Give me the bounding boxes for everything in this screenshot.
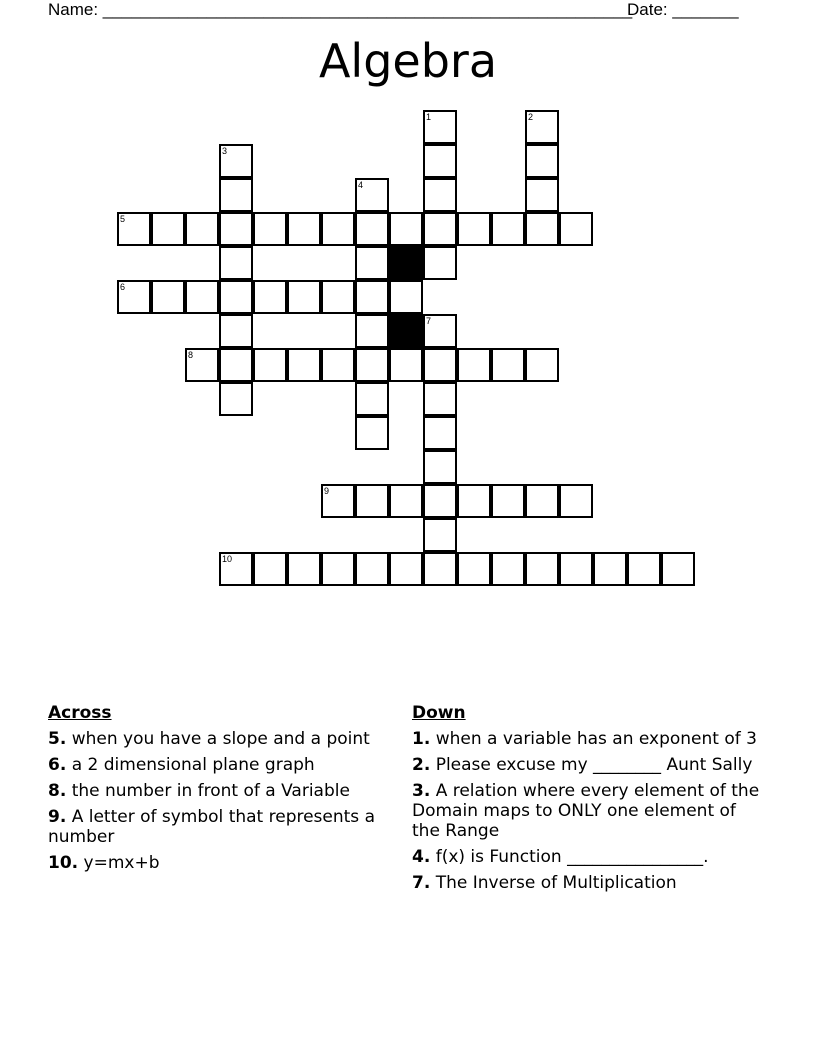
clue-number: 6. <box>48 755 67 775</box>
grid-cell[interactable] <box>355 178 389 212</box>
grid-cell[interactable] <box>321 348 355 382</box>
clue-text: a 2 dimensional plane graph <box>71 755 315 775</box>
grid-cell[interactable] <box>355 484 389 518</box>
grid-cell[interactable] <box>355 552 389 586</box>
clue-number: 9. <box>48 807 67 827</box>
clue-number: 3. <box>412 781 431 801</box>
grid-cell[interactable] <box>253 552 287 586</box>
grid-cell[interactable] <box>491 484 525 518</box>
clue-text: f(x) is Function ________________. <box>435 847 709 867</box>
grid-cell[interactable] <box>525 552 559 586</box>
down-clue <box>412 729 762 749</box>
clue-text: A relation where every element of the Domain maps to ONLY one element of the Range <box>412 781 760 841</box>
grid-cell[interactable] <box>423 450 457 484</box>
grid-cell[interactable] <box>423 552 457 586</box>
grid-cell[interactable] <box>219 382 253 416</box>
grid-cell[interactable] <box>355 246 389 280</box>
grid-cell[interactable] <box>219 212 253 246</box>
grid-cell[interactable] <box>627 552 661 586</box>
grid-cell[interactable] <box>151 212 185 246</box>
grid-cell[interactable] <box>287 280 321 314</box>
grid-cell[interactable] <box>423 382 457 416</box>
down-clue <box>412 847 762 867</box>
clue-number: 1. <box>412 729 431 749</box>
grid-cell[interactable] <box>219 178 253 212</box>
clue-text: when a variable has an exponent of 3 <box>435 729 757 749</box>
grid-cell[interactable] <box>423 246 457 280</box>
grid-cell[interactable] <box>185 212 219 246</box>
clue-number: 6 <box>120 282 126 292</box>
grid-cell[interactable] <box>389 552 423 586</box>
grid-cell[interactable] <box>593 552 627 586</box>
grid-cell[interactable] <box>185 348 219 382</box>
grid-cell[interactable] <box>423 484 457 518</box>
grid-cell[interactable] <box>389 484 423 518</box>
date-field[interactable]: Date: _______ <box>627 0 739 19</box>
clue-number: 9 <box>324 486 330 496</box>
grid-cell[interactable] <box>423 178 457 212</box>
grid-cell[interactable] <box>491 212 525 246</box>
clue-number: 8. <box>48 781 67 801</box>
down-clues <box>412 703 762 893</box>
grid-cell[interactable] <box>423 348 457 382</box>
grid-cell[interactable] <box>423 416 457 450</box>
grid-cell[interactable] <box>219 314 253 348</box>
grid-cell[interactable] <box>321 552 355 586</box>
grid-cell[interactable] <box>355 212 389 246</box>
down-clue <box>412 873 762 893</box>
grid-cell[interactable] <box>117 212 151 246</box>
clue-text: y=mx+b <box>83 853 160 873</box>
across-clue <box>48 781 398 801</box>
grid-cell[interactable] <box>219 144 253 178</box>
down-clue <box>412 755 762 775</box>
across-heading: Across <box>48 703 112 723</box>
grid-cell[interactable] <box>287 552 321 586</box>
clue-text: Please excuse my ________ Aunt Sally <box>435 755 753 775</box>
grid-cell[interactable] <box>355 348 389 382</box>
grid-cell[interactable] <box>661 552 695 586</box>
grid-cell[interactable] <box>457 552 491 586</box>
across-clue <box>48 853 398 873</box>
grid-cell[interactable] <box>525 178 559 212</box>
grid-cell[interactable] <box>423 518 457 552</box>
clue-number: 10 <box>222 554 233 564</box>
grid-cell[interactable] <box>389 348 423 382</box>
grid-cell[interactable] <box>423 110 457 144</box>
grid-cell[interactable] <box>559 212 593 246</box>
grid-cell[interactable] <box>525 110 559 144</box>
clue-text: when you have a slope and a point <box>71 729 370 749</box>
grid-cell[interactable] <box>287 348 321 382</box>
clue-number: 4. <box>412 847 431 867</box>
grid-cell[interactable] <box>457 212 491 246</box>
grid-cell[interactable] <box>151 280 185 314</box>
grid-cell[interactable] <box>117 280 151 314</box>
page-title: Algebra <box>318 34 498 88</box>
across-clue <box>48 755 398 775</box>
clue-number: 4 <box>358 180 364 190</box>
grid-cell[interactable] <box>321 212 355 246</box>
black-square <box>389 246 423 280</box>
clue-number: 10. <box>48 853 79 873</box>
across-clue <box>48 807 398 847</box>
grid-cell[interactable] <box>219 552 253 586</box>
clue-number: 7 <box>426 316 432 326</box>
grid-cell[interactable] <box>287 212 321 246</box>
clue-number: 8 <box>188 350 194 360</box>
clue-text: A letter of symbol that represents a number <box>48 807 375 847</box>
name-field[interactable]: Name: ________________________________________________________ <box>48 0 633 19</box>
grid-cell[interactable] <box>559 484 593 518</box>
grid-cell[interactable] <box>253 212 287 246</box>
down-clue <box>412 781 762 841</box>
grid-cell[interactable] <box>219 348 253 382</box>
grid-cell[interactable] <box>457 484 491 518</box>
clue-number: 3 <box>222 146 228 156</box>
down-heading: Down <box>412 703 466 723</box>
grid-cell[interactable] <box>525 212 559 246</box>
grid-cell[interactable] <box>423 212 457 246</box>
grid-cell[interactable] <box>219 280 253 314</box>
grid-cell[interactable] <box>423 144 457 178</box>
clue-number: 7. <box>412 873 431 893</box>
clue-text: The Inverse of Multiplication <box>435 873 677 893</box>
grid-cell[interactable] <box>185 280 219 314</box>
grid-cell[interactable] <box>355 280 389 314</box>
grid-cell[interactable] <box>253 348 287 382</box>
grid-cell[interactable] <box>321 484 355 518</box>
clue-number: 5 <box>120 214 126 224</box>
black-square <box>389 314 423 348</box>
across-clues <box>48 703 398 873</box>
clue-number: 5. <box>48 729 67 749</box>
clue-number: 2 <box>528 112 534 122</box>
clue-number: 2. <box>412 755 431 775</box>
clue-text: the number in front of a Variable <box>71 781 350 801</box>
grid-cell[interactable] <box>491 552 525 586</box>
grid-cell[interactable] <box>355 314 389 348</box>
grid-cell[interactable] <box>355 416 389 450</box>
grid-cell[interactable] <box>457 348 491 382</box>
grid-cell[interactable] <box>389 212 423 246</box>
grid-cell[interactable] <box>321 280 355 314</box>
grid-cell[interactable] <box>559 552 593 586</box>
grid-cell[interactable] <box>355 382 389 416</box>
grid-cell[interactable] <box>423 314 457 348</box>
grid-cell[interactable] <box>525 144 559 178</box>
grid-cell[interactable] <box>491 348 525 382</box>
grid-cell[interactable] <box>389 280 423 314</box>
grid-cell[interactable] <box>525 484 559 518</box>
grid-cell[interactable] <box>253 280 287 314</box>
clue-number: 1 <box>426 112 432 122</box>
grid-cell[interactable] <box>525 348 559 382</box>
across-clue <box>48 729 398 749</box>
grid-cell[interactable] <box>219 246 253 280</box>
